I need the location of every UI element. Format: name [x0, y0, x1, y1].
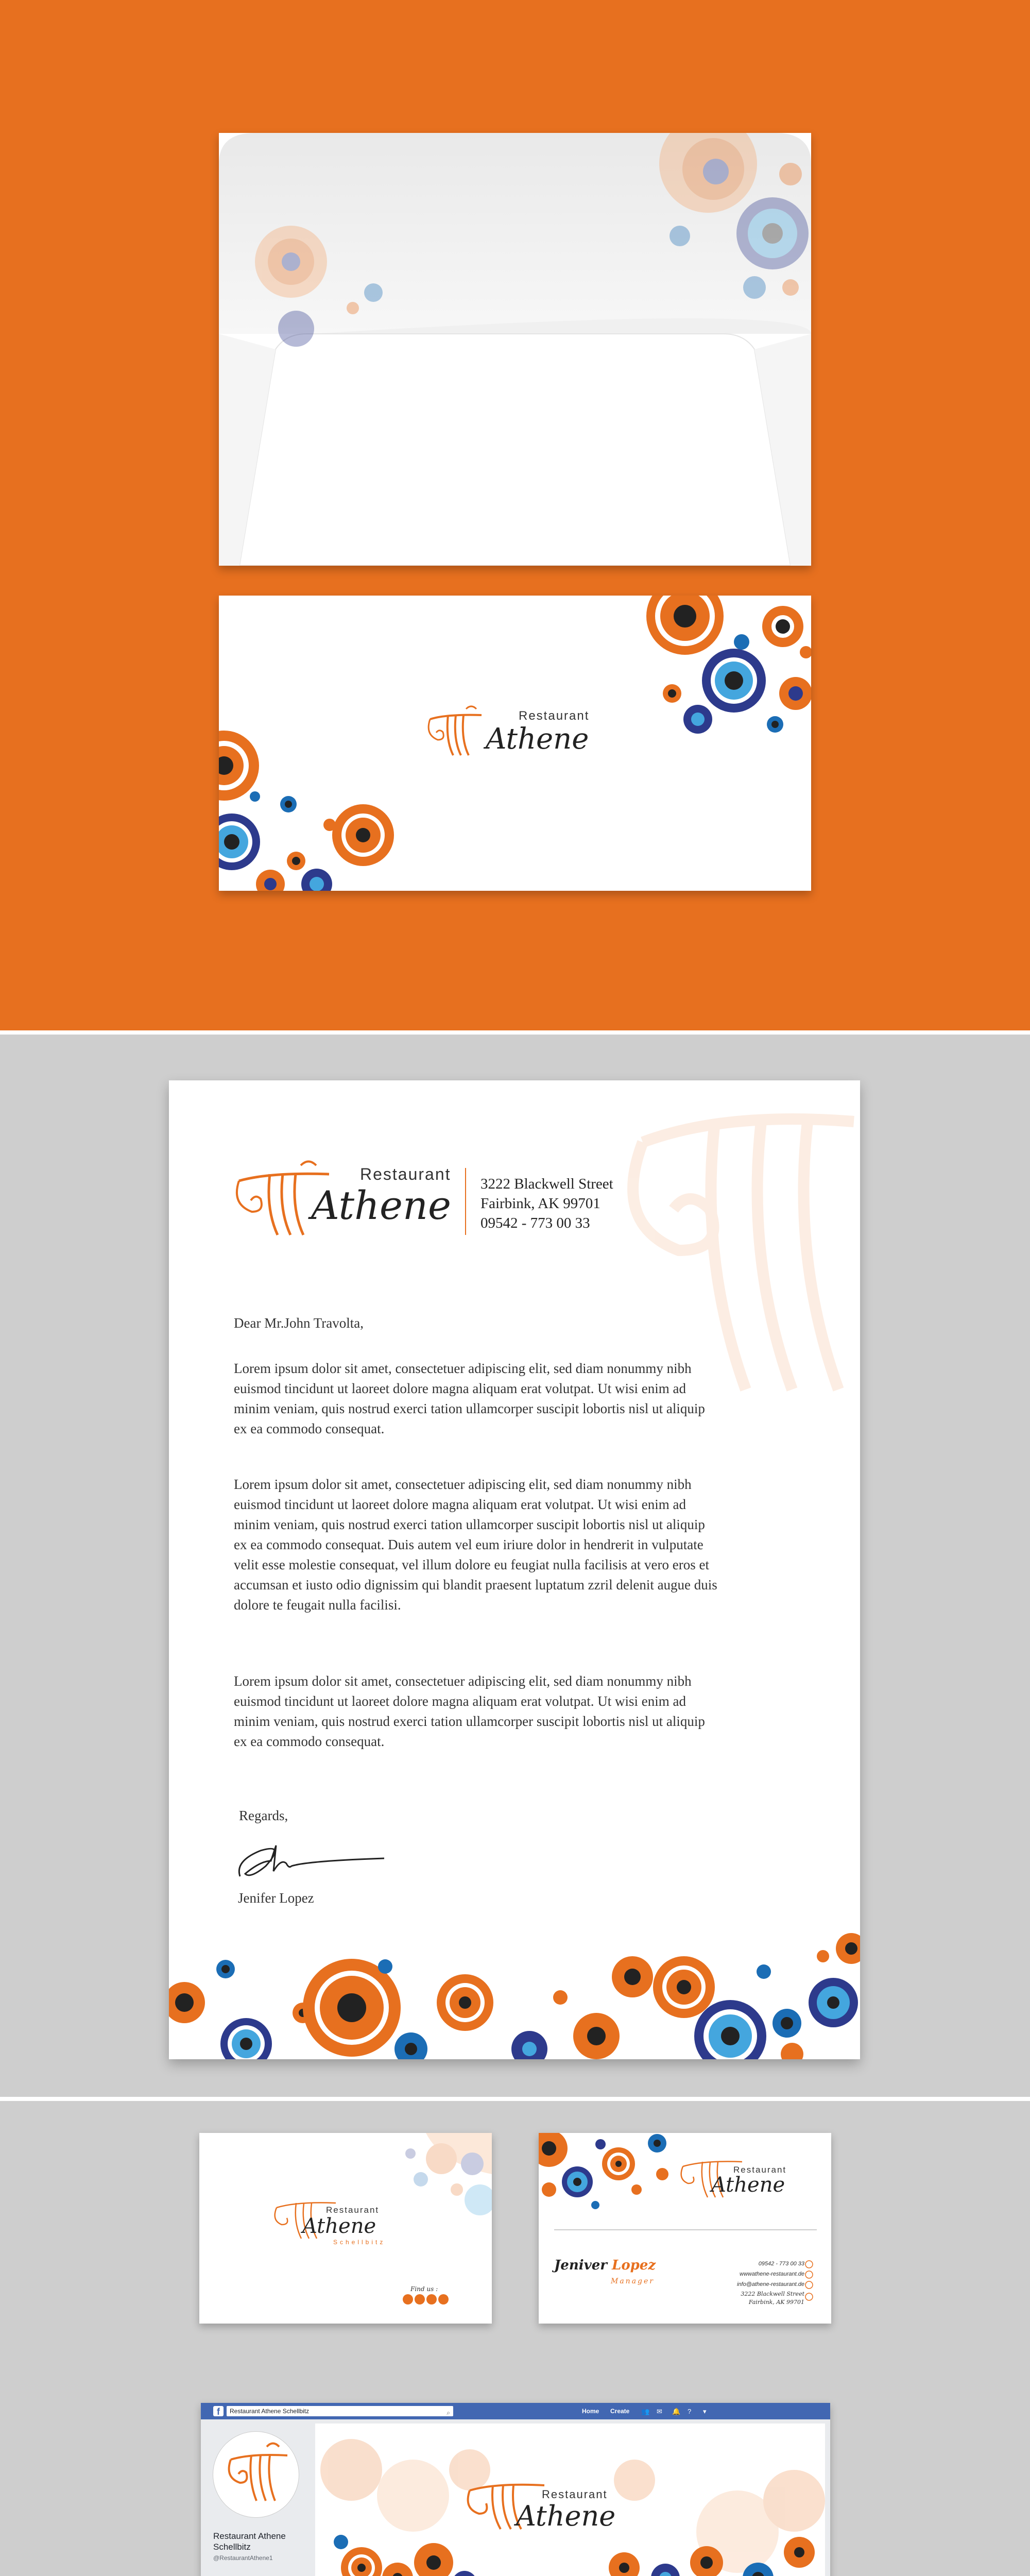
mail-icon	[805, 2281, 813, 2289]
letterhead	[169, 1080, 860, 2059]
contact-email: info@athene-restaurant.de	[736, 2281, 804, 2287]
contact-phone: 09542 - 773 00 33	[758, 2261, 804, 2267]
section-divider	[0, 1030, 1030, 1035]
search-icon[interactable]: ⌕	[447, 2409, 450, 2416]
athene-logo-mark	[425, 704, 487, 760]
section-divider	[0, 2097, 1030, 2101]
social-icon[interactable]	[415, 2294, 425, 2304]
nav-create[interactable]: Create	[610, 2408, 630, 2415]
find-us-label: Find us :	[410, 2285, 438, 2293]
brand-restaurant-label: Restaurant	[360, 1165, 451, 1183]
page-handle[interactable]: @RestaurantAthene1	[213, 2554, 273, 2562]
notifications-icon[interactable]: 🔔	[672, 2408, 681, 2415]
search-input[interactable]	[227, 2406, 453, 2416]
contact-city: Fairbink, AK 99701	[748, 2299, 804, 2306]
messenger-icon[interactable]: ✉	[657, 2408, 662, 2415]
contact-last-name: Lopez	[612, 2258, 656, 2273]
letter-salutation: Dear Mr.John Travolta,	[234, 1315, 364, 1331]
avatar-logo	[215, 2434, 297, 2515]
contact-website: wwwathene-restaurant.de	[740, 2271, 804, 2277]
facebook-logo-icon[interactable]: f	[213, 2406, 224, 2416]
signature	[230, 1830, 394, 1887]
brand-athene-label: Athene	[311, 1182, 451, 1228]
address-line3: 09542 - 773 00 33	[480, 1215, 590, 1231]
address-line2: Fairbink, AK 99701	[480, 1195, 600, 1212]
envelope-back	[219, 133, 811, 566]
brand-athene-label: Athene	[711, 2173, 785, 2197]
contact-title: Manager	[611, 2277, 655, 2285]
contact-name	[554, 2258, 656, 2273]
contact-first-name: Jeniver	[554, 2258, 607, 2273]
avatar[interactable]	[213, 2432, 299, 2517]
globe-icon	[805, 2271, 813, 2278]
brand-restaurant-label: Restaurant	[326, 2205, 380, 2215]
letter-signature-name: Jenifer Lopez	[238, 1890, 314, 1906]
letter-address	[480, 1174, 613, 1233]
brand-schellbitz-label: Schellbitz	[333, 2239, 386, 2246]
envelope-logo	[425, 704, 610, 760]
brand-restaurant-label: Restaurant	[542, 2488, 608, 2501]
facebook-top-bar	[201, 2403, 830, 2419]
letter-paragraph-2: Lorem ipsum dolor sit amet, consectetuer adipiscing elit, sed diam nonummy nibh euismod tincidunt ut laoreet dolore magna aliquam erat volutpat. Ut wisi enim ad minim veniam, quis nostrud exerci tation ullamcorper suscipit lobortis nisl ut aliquip ex ea commodo consequat. Duis autem vel eum iriure dolor in hendrerit in vulputate velit esse molestie consequat, vel illum dolore eu feugiat nulla facilisis at vero eros et accumsan et iusto odio dignissim qui blandit praesent luptatum zzril delenit augue duis dolore te feugait nulla facilisi.	[234, 1477, 717, 1613]
envelope-front	[219, 596, 811, 891]
brand-athene-label: Athene	[302, 2214, 376, 2238]
help-icon[interactable]: ?	[688, 2408, 692, 2415]
search-value: Restaurant Athene Schellbitz	[230, 2408, 310, 2415]
social-icon[interactable]	[426, 2294, 437, 2304]
business-card-front	[199, 2133, 492, 2324]
chevron-down-icon[interactable]: ▾	[703, 2408, 707, 2415]
cover-photo[interactable]	[315, 2424, 825, 2576]
brand-restaurant-label: Restaurant	[519, 709, 590, 723]
friends-icon[interactable]: 👥	[641, 2408, 650, 2415]
envelope-section	[0, 0, 1030, 1030]
social-icon[interactable]	[403, 2294, 413, 2304]
contact-street: 3222 Blackwell Street	[741, 2291, 804, 2297]
location-icon	[805, 2293, 813, 2300]
facebook-sidebar	[201, 2419, 309, 2576]
business-card-back	[539, 2133, 831, 2324]
social-icon[interactable]	[438, 2294, 449, 2304]
address-line1: 3222 Blackwell Street	[480, 1176, 613, 1192]
letter-paragraph-1: Lorem ipsum dolor sit amet, consectetuer adipiscing elit, sed diam nonummy nibh euismod tincidunt ut laoreet dolore magna aliquam erat volutpat. Ut wisi enim ad minim veniam, quis nostrud exerci tation ullamcorper suscipit lobortis nisl ut aliquip ex ea commodo consequat.	[234, 1361, 705, 1436]
brand-restaurant-label: Restaurant	[733, 2165, 787, 2175]
facebook-page-mock	[201, 2403, 830, 2576]
envelope-flap	[219, 133, 811, 566]
phone-icon	[805, 2261, 813, 2268]
letter-logo	[234, 1158, 460, 1240]
brand-athene-label: Athene	[516, 2500, 616, 2532]
page-title: Restaurant Athene Schellbitz	[213, 2531, 286, 2552]
letter-regards: Regards,	[239, 1808, 288, 1823]
letter-paragraph-3: Lorem ipsum dolor sit amet, consectetuer adipiscing elit, sed diam nonummy nibh euismod tincidunt ut laoreet dolore magna aliquam erat volutpat. Ut wisi enim ad minim veniam, quis nostrud exerci tation ullamcorper suscipit lobortis nisl ut aliquip ex ea commodo consequat.	[234, 1673, 705, 1749]
nav-home[interactable]: Home	[582, 2408, 599, 2415]
brand-athene-label: Athene	[486, 722, 589, 756]
address-divider	[465, 1168, 466, 1235]
